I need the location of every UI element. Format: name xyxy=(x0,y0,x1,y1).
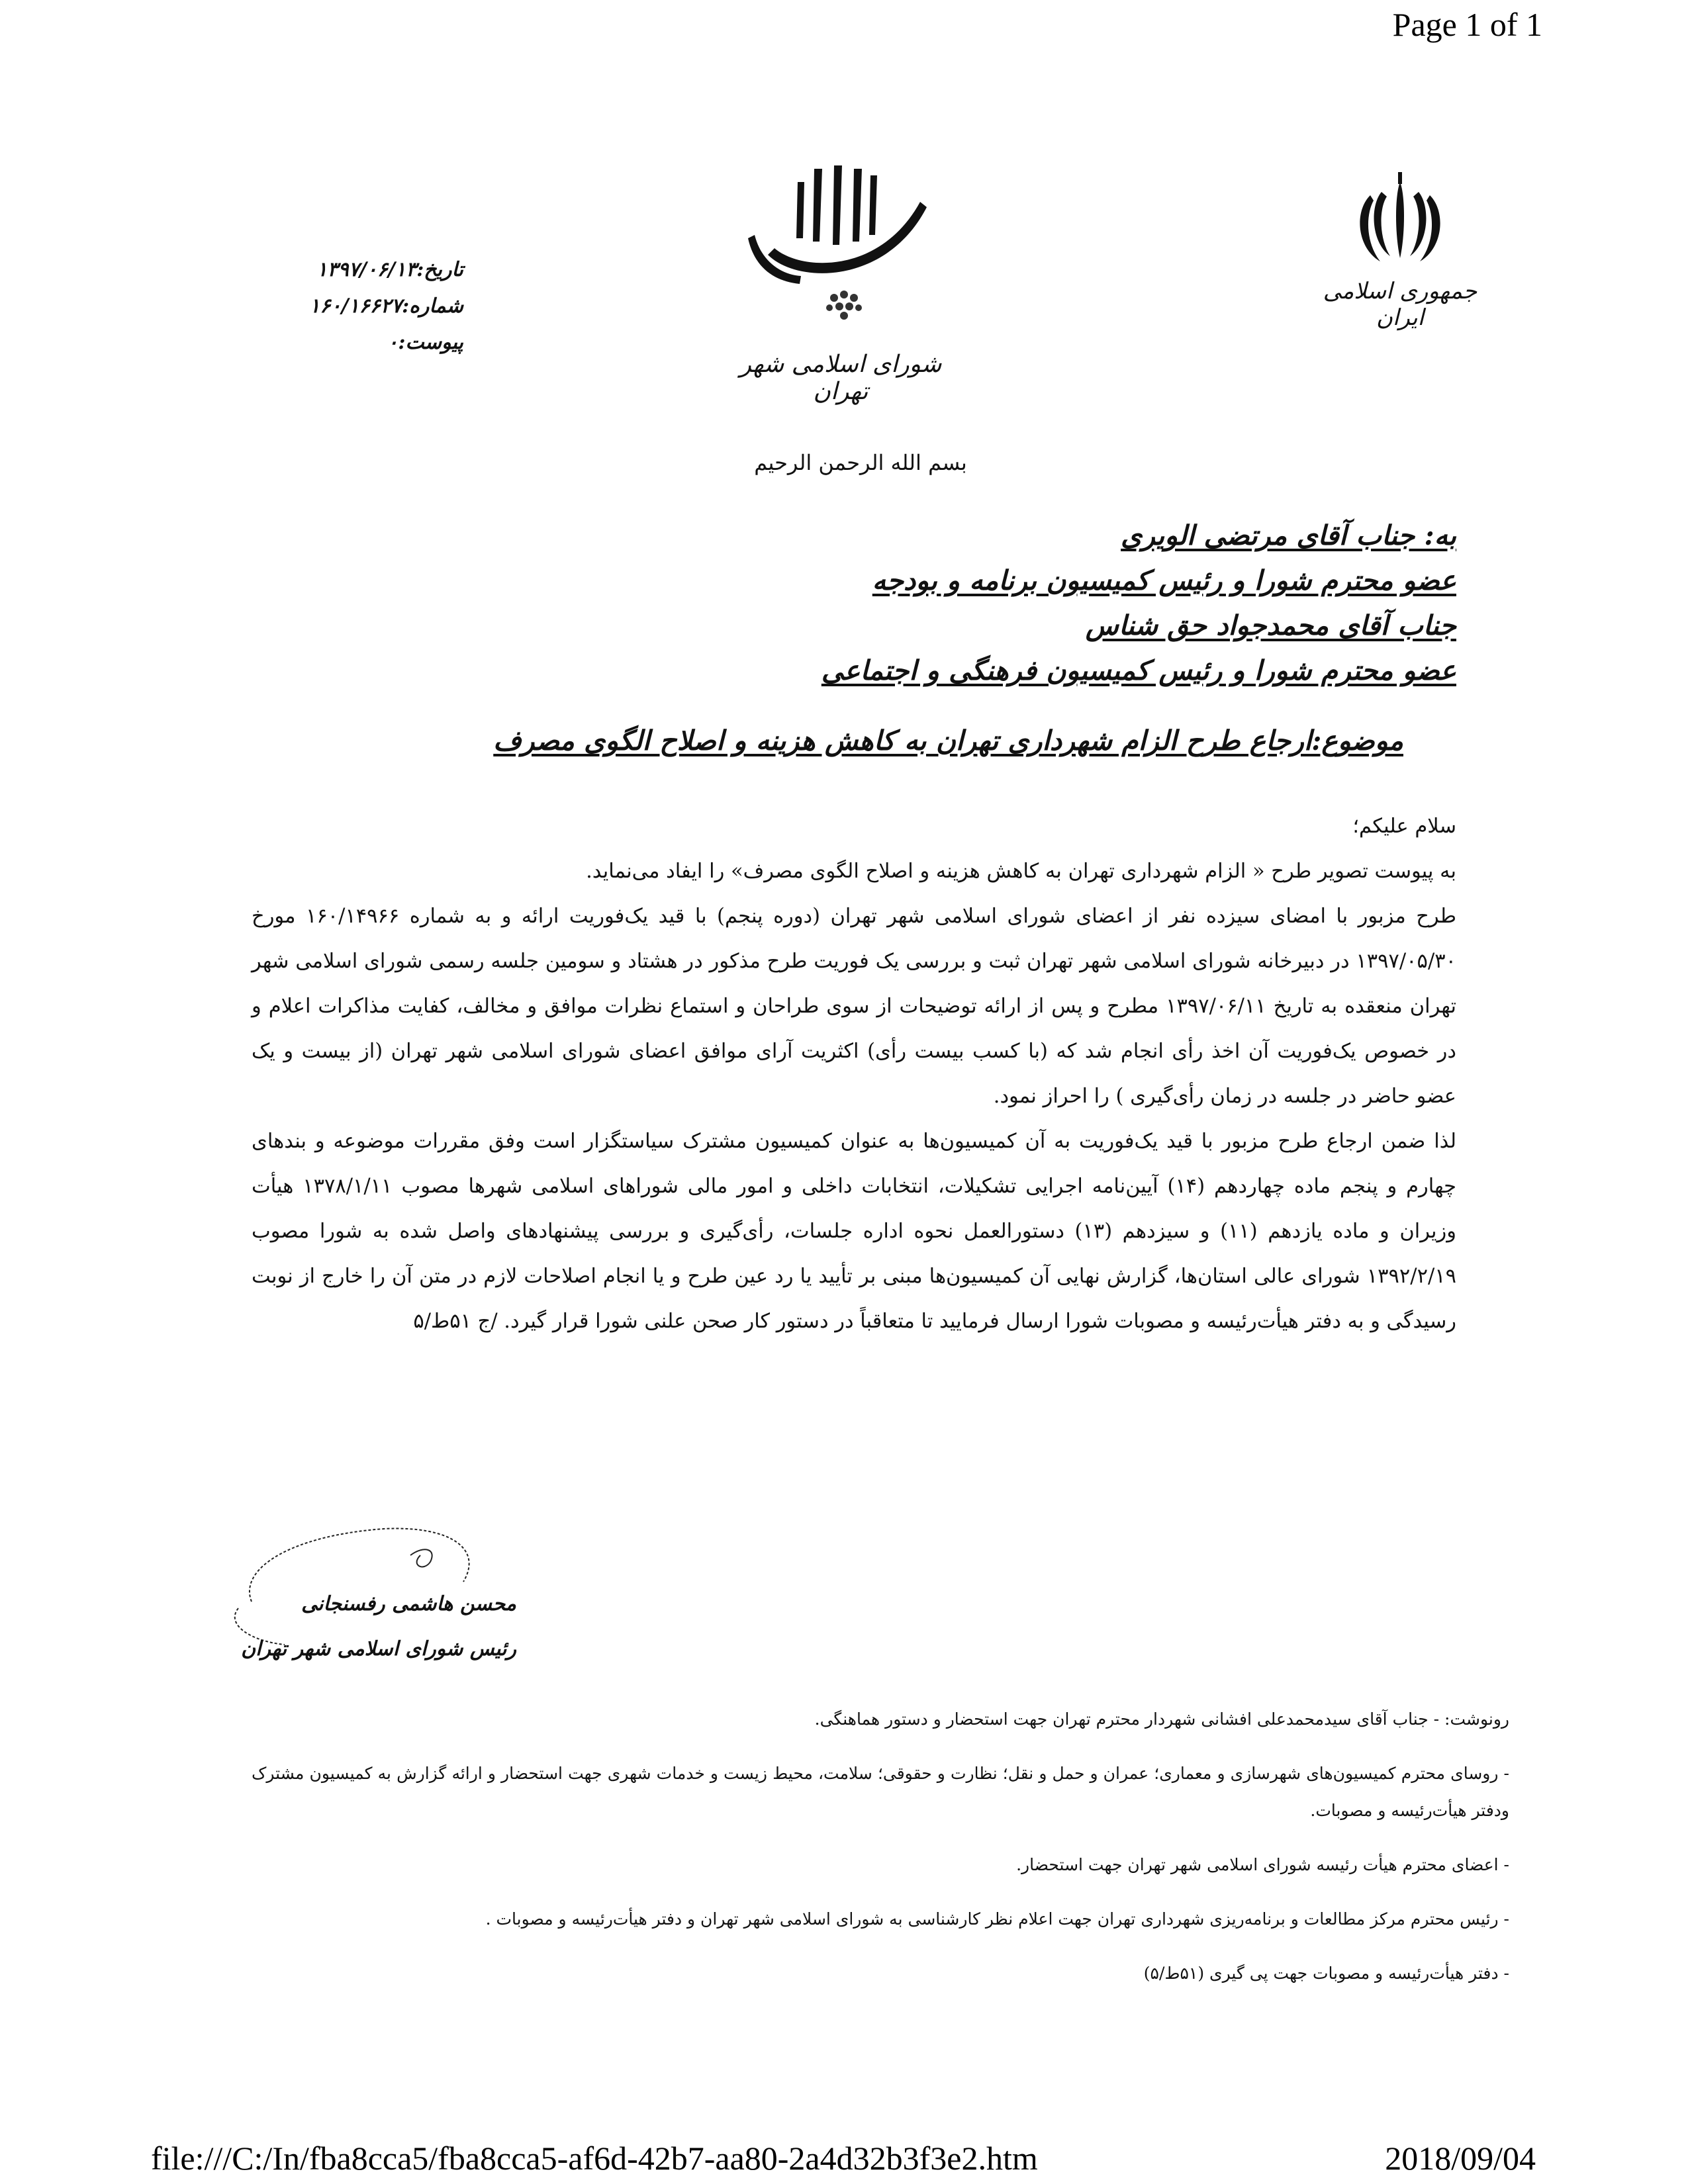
body-paragraph: لذا ضمن ارجاع طرح مزبور با قید یک‌فوریت به آن کمیسیون‌ها به عنوان کمیسیون مشترک سیاستگزار است وفق مقررات موضوعه و بندهای چهارم و پنجم ماده چهاردهم (۱۴) آیین‌نامه اجرایی تشکیلات، انتخابات داخلی و امور مالی شوراهای اسلامی شهرها مصوب ۱۳۷۸/۱/۱۱ هیأت وزیران و ماده یازدهم (۱۱) و سیزدهم (۱۳) دستورالعمل نحوه اداره جلسات، رأی‌گیری و بررسی پیشنهادهای واصل شده به شورا مصوب ۱۳۹۲/۲/۱۹ شورای عالی استان‌ها، گزارش نهایی آن کمیسیون‌ها مبنی بر تأیید یا رد عین طرح و یا انجام اصلاحات لازم در متن آن را خارج از نوبت رسیدگی و به دفتر هیأت‌رئیسه و مصوبات شورا ارسال فرمایید تا متعاقباً در دستور کار صحن علنی شورا قرار گیرد. /ج ۵۱ط/۵ xyxy=(252,1130,1456,1333)
tehran-council-logo-icon xyxy=(735,162,947,328)
letter-attachment: پیوست:۰ xyxy=(387,331,463,354)
cc-item: - اعضای محترم هیأت رئیسه شورای اسلامی شهر تهران جهت استحضار. xyxy=(1016,1855,1509,1874)
page-counter: Page 1 of 1 xyxy=(1392,6,1542,43)
letter-subject: موضوع:ارجاع طرح الزام شهرداری تهران به کاهش هزینه و اصلاح الگوی مصرف xyxy=(493,725,1403,756)
emblem-caption: جمهوری اسلامی ایران xyxy=(1323,278,1477,331)
greeting: سلام علیکم؛ xyxy=(1352,815,1456,838)
bismillah: بسم الله الرحمن الرحیم xyxy=(754,450,967,475)
letter-number: شماره:۱۶۰/۱۶۶۲۷ xyxy=(309,295,463,318)
cc-list xyxy=(252,1701,1509,1992)
iran-emblem-icon xyxy=(1307,169,1493,268)
addressee-line: عضو محترم شورا و رئیس کمیسیون فرهنگی و اجتماعی xyxy=(821,655,1456,686)
print-date: 2018/09/04 xyxy=(1385,2140,1536,2177)
signature-block xyxy=(232,1582,516,1672)
cc-item: رونوشت: - جناب آقای سیدمحمدعلی افشانی شهردار محترم تهران جهت استحضار و دستور هماهنگی. xyxy=(814,1709,1509,1729)
letter-metadata xyxy=(252,251,463,361)
emblem-block xyxy=(1307,169,1493,334)
letter-body xyxy=(252,804,1456,1344)
logo-caption: شورای اسلامی شهر تهران xyxy=(739,351,942,405)
cc-item: - دفتر هیأت‌رئیسه و مصوبات جهت پی گیری (۵۱ط/۵) xyxy=(1143,1964,1509,1983)
body-paragraph: به پیوست تصویر طرح « الزام شهرداری تهران به کاهش هزینه و اصلاح الگوی مصرف» را ایفاد می‌نماید. xyxy=(586,860,1456,883)
signatory-name: محسن هاشمی رفسنجانی xyxy=(301,1592,516,1615)
addressee-block xyxy=(265,513,1456,693)
cc-item: - رئیس محترم مرکز مطالعات و برنامه‌ریزی شهرداری تهران جهت اعلام نظر کارشناسی به شورای اسلامی شهر تهران و دفتر هیأت‌رئیسه و مصوبات . xyxy=(485,1909,1509,1929)
addressee-line: جناب آقای محمدجواد حق شناس xyxy=(1085,610,1456,641)
cc-item: - روسای محترم کمیسیون‌های شهرسازی و معماری؛ عمران و حمل و نقل؛ نظارت و حقوقی؛ سلامت، محیط زیست و خدمات شهری جهت استحضار و ارائه گزارش به کمیسیون مشترک ودفتر هیأت‌رئیسه و مصوبات. xyxy=(252,1764,1509,1820)
addressee-line: عضو محترم شورا و رئیس کمیسیون برنامه و بودجه xyxy=(872,565,1456,596)
council-logo-block xyxy=(735,162,947,405)
body-paragraph: طرح مزبور با امضای سیزده نفر از اعضای شورای اسلامی شهر تهران (دوره پنجم) با قید یک‌فوریت ارائه و به شماره ۱۶۰/۱۴۹۶۶ مورخ ۱۳۹۷/۰۵/۳۰ در دبیرخانه شورای اسلامی شهر تهران ثبت و بررسی یک فوریت طرح مذکور در هشتاد و سومین جلسه رسمی شورای اسلامی شهر تهران منعقده به تاریخ ۱۳۹۷/۰۶/۱۱ مطرح و پس از ارائه توضیحات از سوی طراحان و استماع نظرات موافق و مخالف، کفایت مذاکرات اعلام و در خصوص یک‌فوریت آن اخذ رأی انجام شد که (با کسب بیست رأی) اکثریت آرای موافق اعضای شورای اسلامی شهر تهران (از بیست و یک عضو حاضر در جلسه در زمان رأی‌گیری ) را احراز نمود. xyxy=(252,905,1456,1108)
signatory-title: رئیس شورای اسلامی شهر تهران xyxy=(241,1637,516,1661)
addressee-line: به: جناب آقای مرتضی الویری xyxy=(1121,520,1456,551)
letter-date: تاریخ:۱۳۹۷/۰۶/۱۳ xyxy=(316,258,463,281)
file-path: file:///C:/In/fba8cca5/fba8cca5-af6d-42b7-aa80-2a4d32b3f3e2.htm xyxy=(151,2140,1038,2177)
